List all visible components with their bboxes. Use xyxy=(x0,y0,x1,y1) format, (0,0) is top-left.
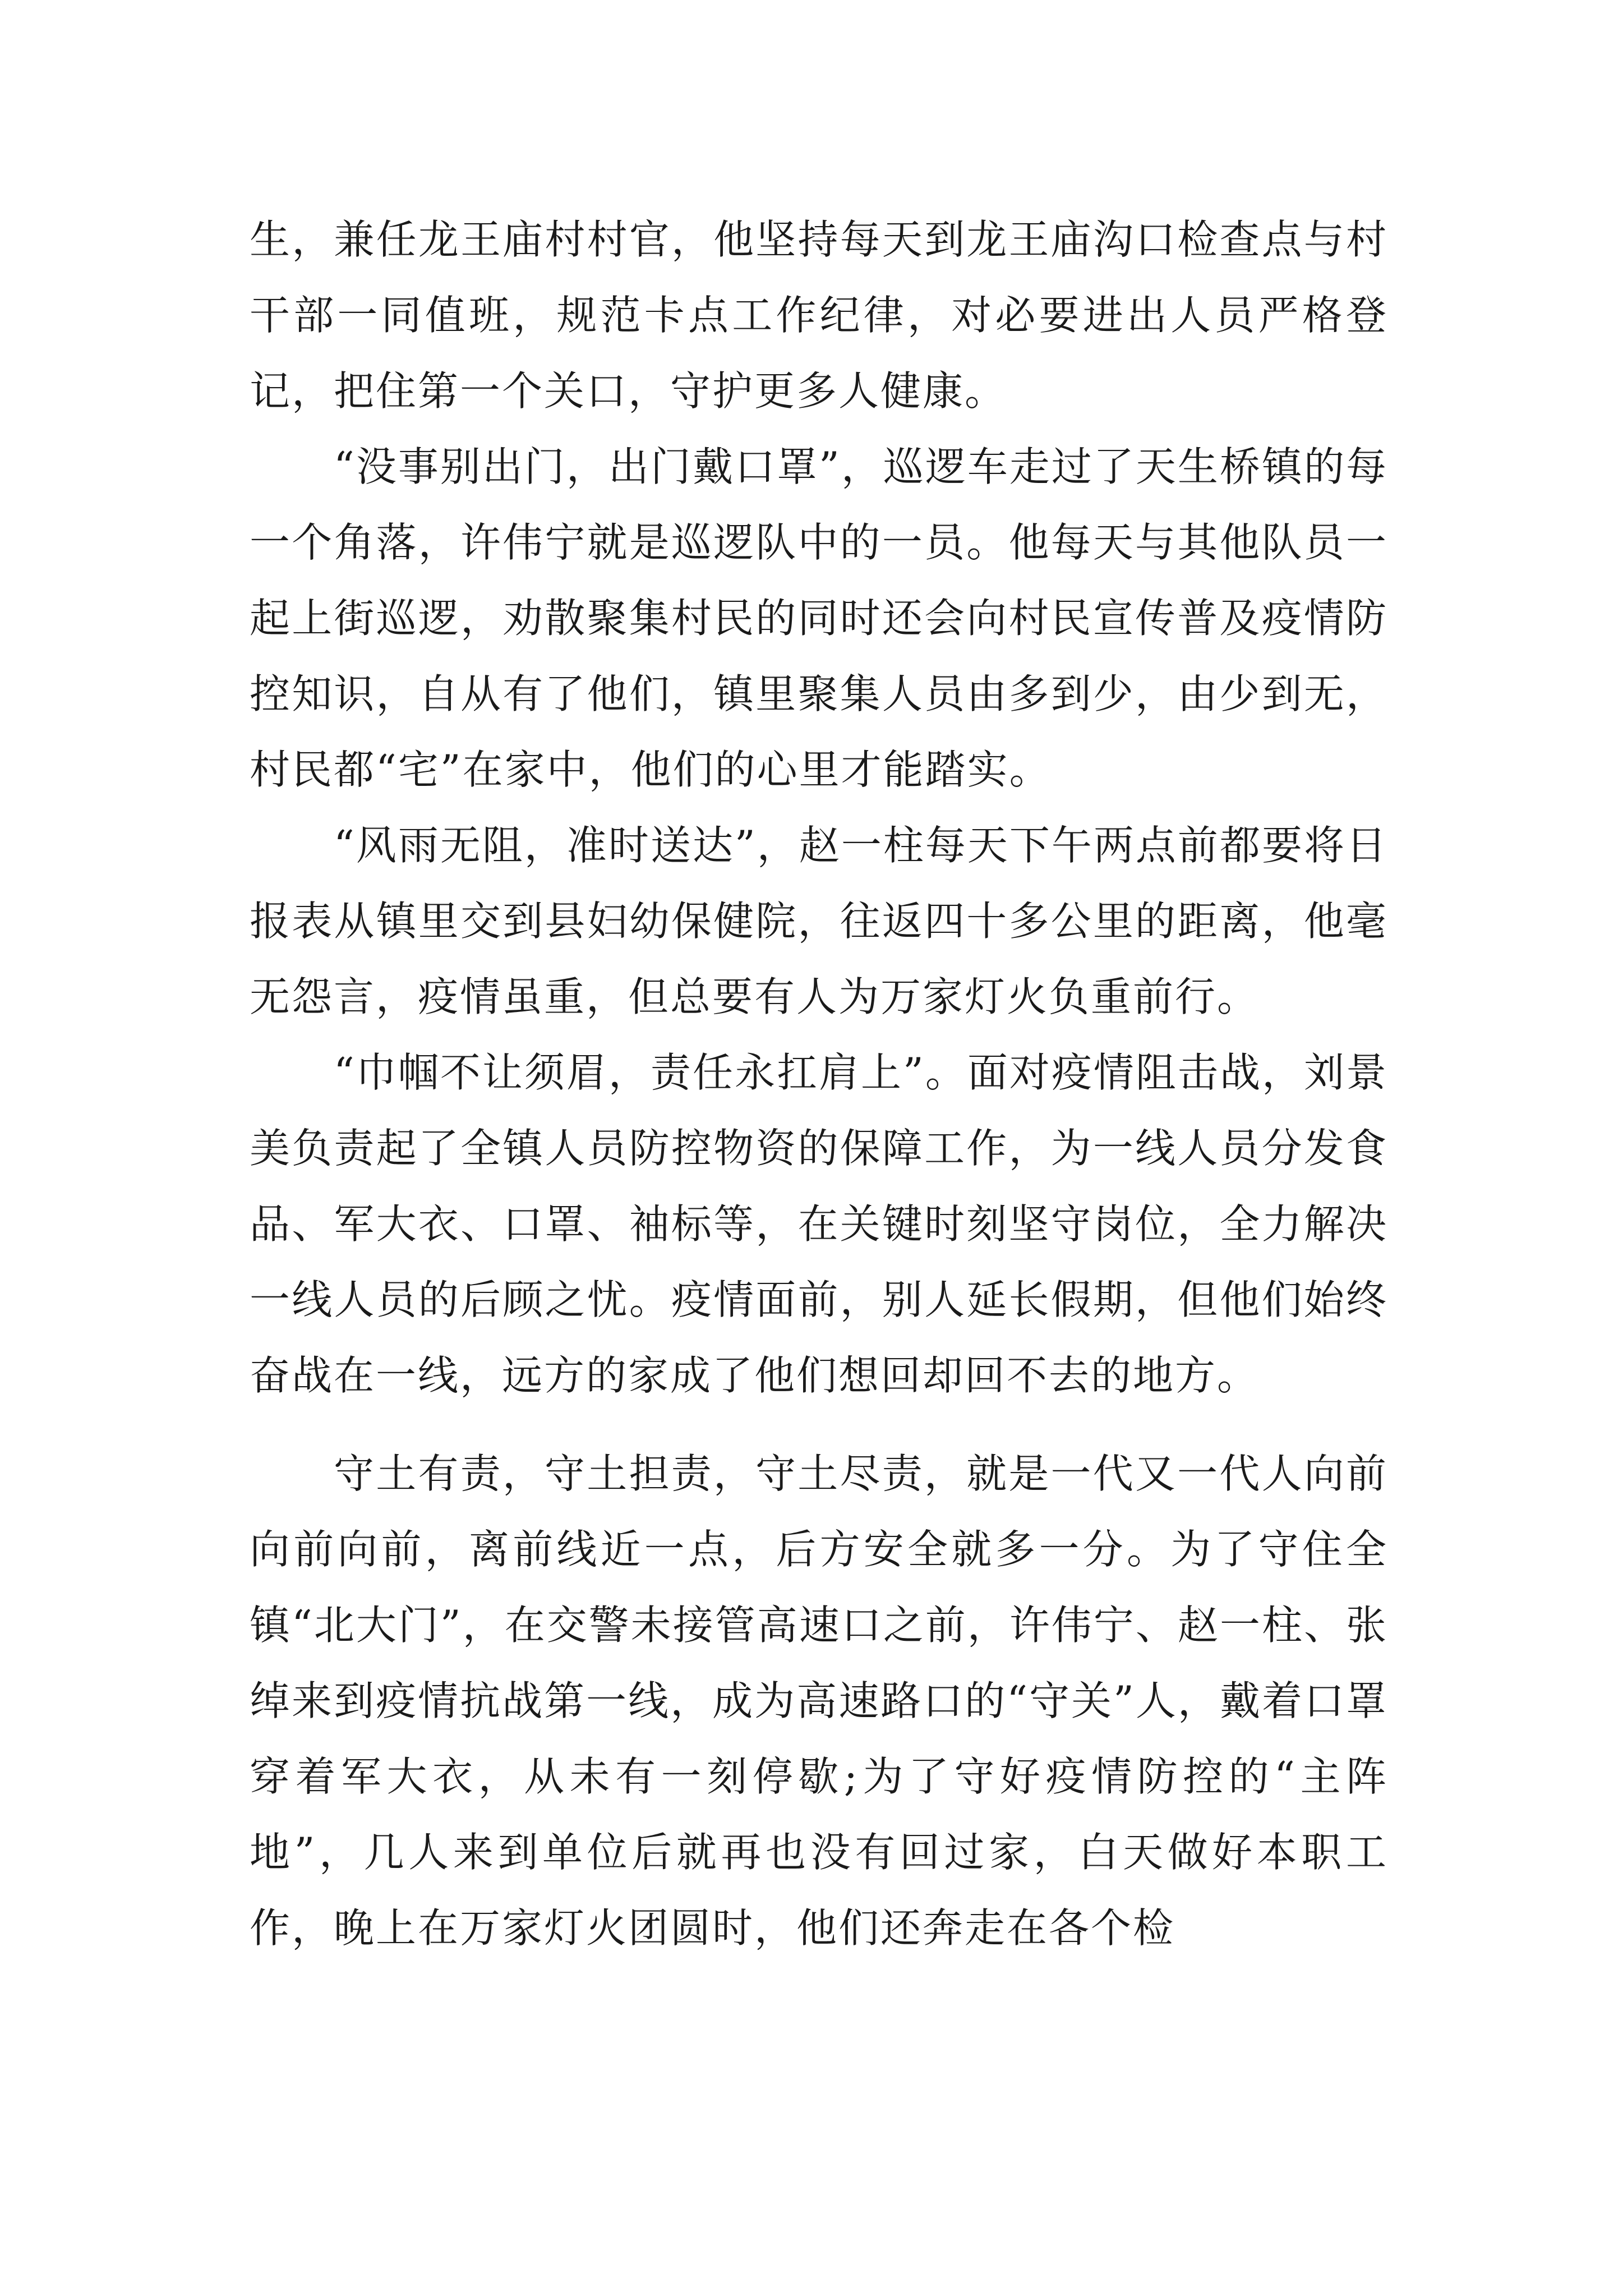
paragraph-continuation: 生，兼任龙王庙村村官，他坚持每天到龙王庙沟口检查点与村干部一同值班，规范卡点工作纪律，对必要进出人员严格登记，把住第一个关口，守护更多人健康。 xyxy=(250,216,1388,415)
paragraph-supplies: “巾帼不让须眉，责任永扛肩上”。面对疫情阻击战，刘景美负责起了全镇人员防控物资的保障工作，为一线人员分发食品、军大衣、口罩、袖标等，在关键时刻坚守岗位，全力解决一线人员的后顾之忧。疫情面前，别人延长假期，但他们始终奋战在一线，远方的家成了他们想回却回不去的地方。 xyxy=(250,1049,1388,1399)
document-body xyxy=(250,202,1388,1966)
paragraph-delivery: “风雨无阻，准时送达”，赵一柱每天下午两点前都要将日报表从镇里交到县妇幼保健院，往返四十多公里的距离，他毫无怨言，疫情虽重，但总要有人为万家灯火负重前行。 xyxy=(250,822,1388,1020)
paragraph-guarding: 守土有责，守土担责，守土尽责，就是一代又一代人向前向前向前，离前线近一点，后方安全就多一分。为了守住全镇“北大门”，在交警未接管高速口之前，许伟宁、赵一柱、张绰来到疫情抗战第一线，成为高速路口的“守关”人，戴着口罩穿着军大衣，从未有一刻停歇;为了守好疫情防控的“主阵地”，几人来到单位后就再也没有回过家，白天做好本职工作，晚上在万家灯火团圆时，他们还奔走在各个检 xyxy=(250,1450,1388,1952)
paragraph-patrol: “没事别出门，出门戴口罩”，巡逻车走过了天生桥镇的每一个角落，许伟宁就是巡逻队中的一员。他每天与其他队员一起上街巡逻，劝散聚集村民的同时还会向村民宣传普及疫情防控知识，自从有了他们，镇里聚集人员由多到少，由少到无，村民都“宅”在家中，他们的心里才能踏实。 xyxy=(250,443,1388,793)
